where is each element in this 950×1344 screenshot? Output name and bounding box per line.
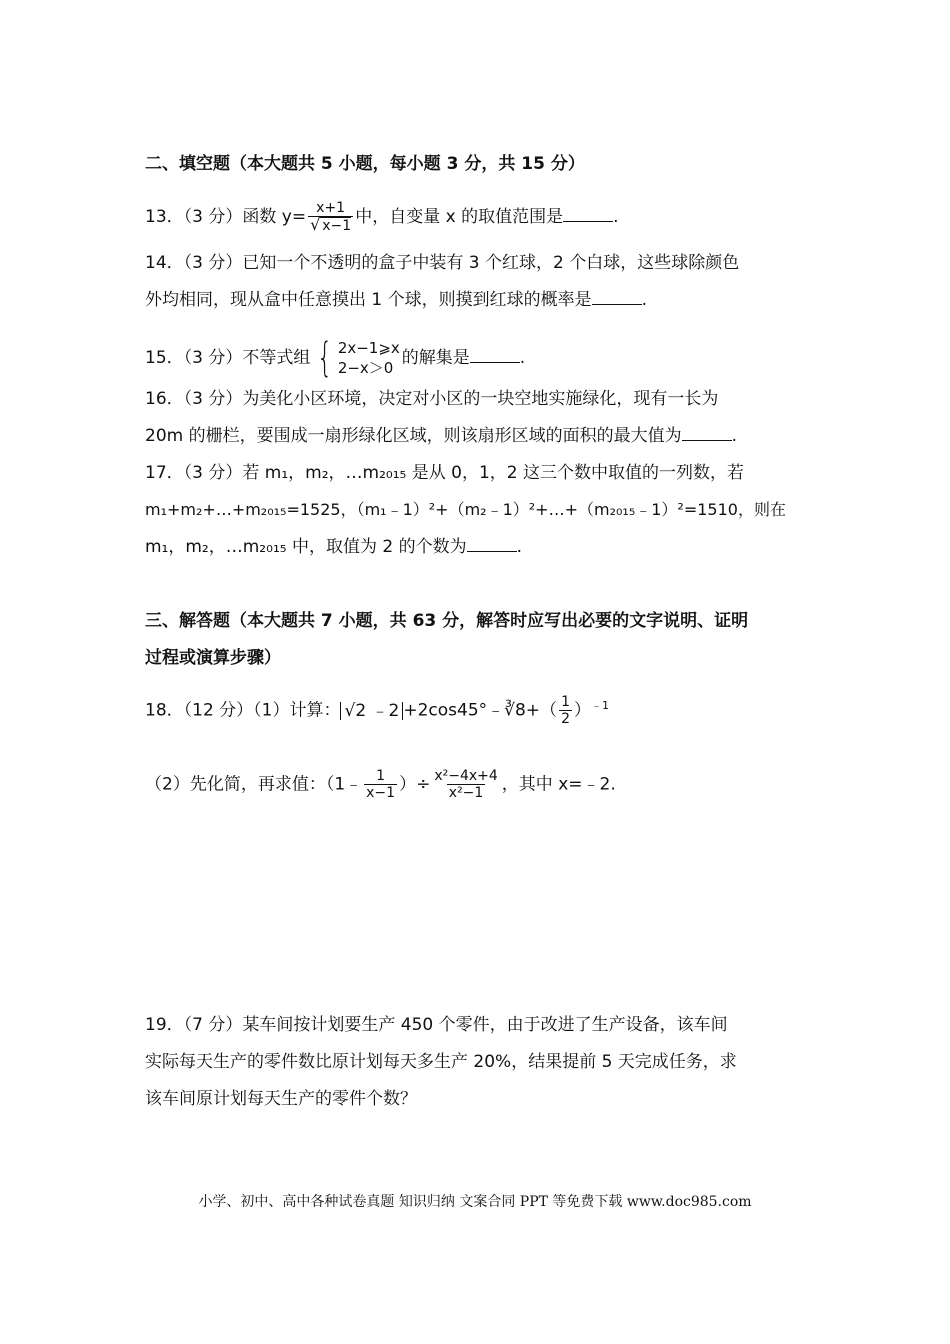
q13-fraction — [308, 200, 353, 234]
footer-advert: 小学、初中、高中各种试卷真题 知识归纳 文案合同 PPT 等免费下载 www.doc985.com — [198, 1194, 752, 1210]
q18-exponent: ﹣1 — [590, 699, 609, 712]
question-16-line1: 16．（3 分）为美化小区环境，决定对小区的一块空地实施绿化，现有一长为 — [145, 389, 719, 409]
question-14-line1: 14．（3 分）已知一个不透明的盒子中装有 3 个红球，2 个白球，这些球除颜色 — [145, 253, 740, 273]
q18-fraction-1: $\frac{1}{x-1}$ — [366, 768, 396, 801]
section-3-heading-line1: 三、解答题（本大题共 7 小题，共 63 分，解答时应写出必要的文字说明、证明 — [145, 611, 749, 631]
question-14-line2: 外均相同，现从盒中任意摸出 1 个球，则摸到红球的概率是 . — [145, 290, 648, 310]
q17-answer-blank — [467, 535, 517, 552]
q13-prefix: 13．（3 分）函数 y= — [145, 207, 307, 227]
question-13: 13．（3 分）函数 y= $\frac{x+1}{√ x-1}$ 中，自变量 x 的取值范围是 . — [145, 200, 619, 234]
question-15: 15．（3 分）不等式组 { 2x−1⩾x 2−x＞0 的解集是 . — [145, 335, 526, 381]
section-3-heading-line2: 过程或演算步骤） — [145, 648, 281, 668]
question-18-part2: （2）先化简，再求值：（1﹣ $\frac{1}{x-1}$ ）÷ $\frac{\text{x²−4x+4}}{\text{x²−1}}$ ，其中 x=﹣2. — [145, 768, 616, 801]
q13-answer-blank — [563, 205, 613, 222]
q18-absolute-value: √2 ﹣2 — [340, 702, 403, 720]
question-16-line2: 20m 的栅栏，要围成一扇形绿化区域，则该扇形区域的面积的最大值为 . — [145, 426, 738, 446]
question-19-line1: 19．（7 分）某车间按计划要生产 450 个零件，由于改进了生产设备，该车间 — [145, 1015, 728, 1035]
q18-half-fraction: $\frac{1}{2}$ — [561, 694, 570, 728]
question-18-part1: 18．（12 分）（1）计算： √2 ﹣2 +2cos45°﹣∛8+（ $\frac{1}{2}$ ）$^{﹣1}$ — [145, 694, 609, 728]
q14-answer-blank — [592, 288, 642, 305]
q15-row2: 2−x＞0 — [337, 359, 394, 377]
question-17-line3: m₁，m₂，…m₂₀₁₅ 中，取值为 2 的个数为 . — [145, 537, 523, 557]
q18-fraction-2: $\frac{\text{x²−4x+4}}{\text{x²−1}}$ — [434, 768, 498, 801]
q15-row1: 2x−1⩾x — [337, 339, 400, 357]
q13-suffix: 中，自变量 x 的取值范围是 — [355, 207, 564, 227]
section-2-heading: 二、填空题（本大题共 5 小题，每小题 3 分，共 15 分） — [145, 154, 585, 174]
question-19-line3: 该车间原计划每天生产的零件个数？ — [145, 1089, 417, 1109]
q16-answer-blank — [682, 424, 732, 441]
question-17-line1: 17．（3 分）若 m₁，m₂，…m₂₀₁₅ 是从 0，1，2 这三个数中取值的一列数，若 — [145, 463, 744, 483]
q15-answer-blank — [470, 346, 520, 363]
q15-prefix: 15．（3 分）不等式组 — [145, 348, 311, 368]
question-19-line2: 实际每天生产的零件数比原计划每天多生产 20%，结果提前 5 天完成任务，求 — [145, 1052, 737, 1072]
q13-frac-numerator: x+1 — [316, 200, 346, 216]
q15-inequality-system: { 2x−1⩾x 2−x＞0 — [317, 335, 400, 381]
q13-frac-denominator: √ x−1 — [310, 215, 352, 234]
question-17-line2: m₁+m₂+…+m₂₀₁₅=1525，（m₁﹣1）²+（m₂﹣1）²+…+（m₂₀₁₅﹣1）²=1510，则在 — [145, 500, 786, 519]
